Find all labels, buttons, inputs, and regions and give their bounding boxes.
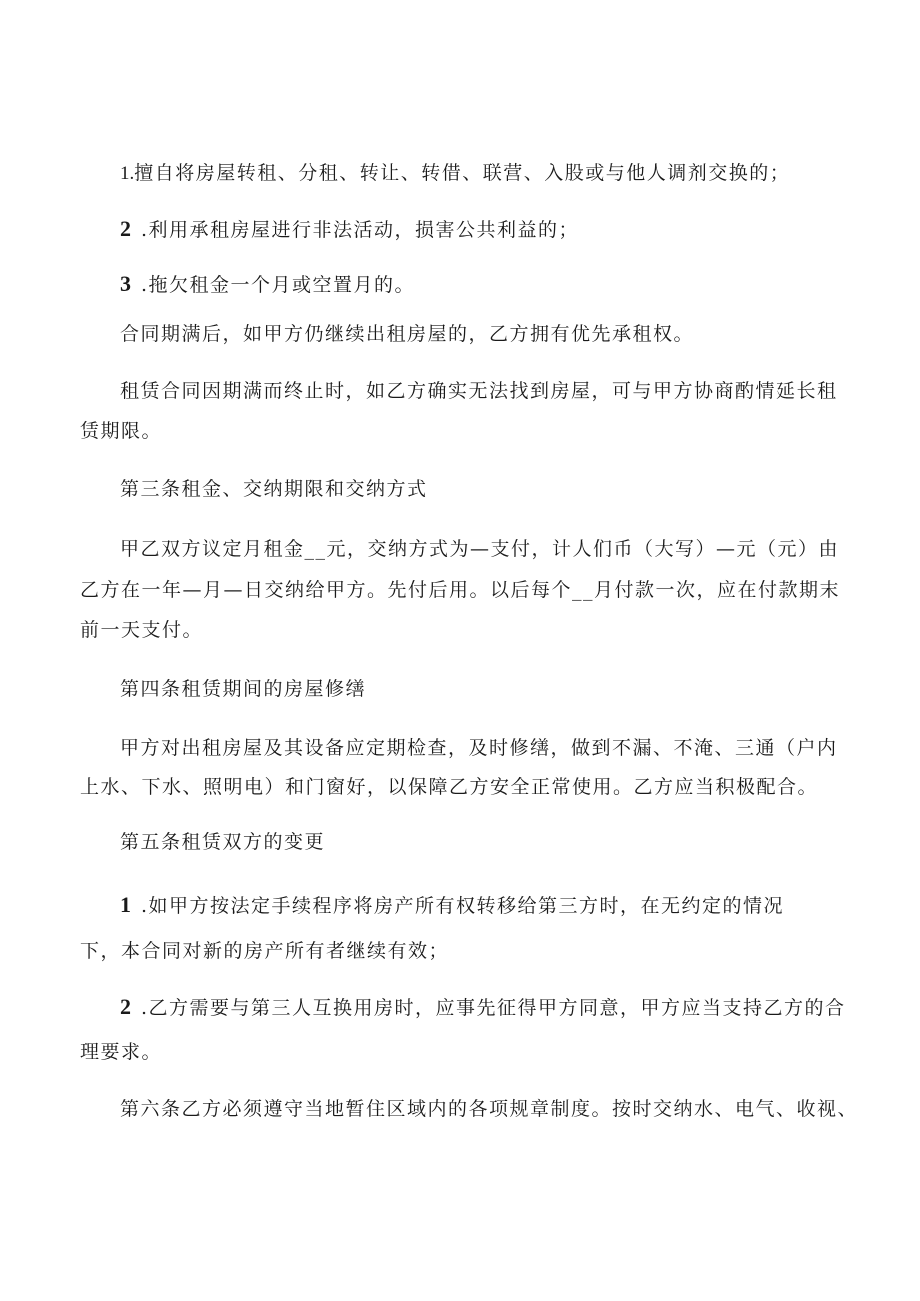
article-5-item-2-line-1 bbox=[120, 995, 846, 1020]
article-4-line-2: 上水、下水、照明电）和门窗好，以保障乙方安全正常使用。乙方应当积极配合。 bbox=[80, 776, 819, 798]
list-item-illegal-use bbox=[120, 217, 579, 242]
paragraph-priority-lease: 合同期满后，如甲方仍继续出租房屋的，乙方拥有优先承租权。 bbox=[120, 323, 695, 345]
article-5-item-1-line-1 bbox=[120, 893, 784, 918]
list-number: 2 bbox=[120, 994, 131, 1019]
list-item-sublet bbox=[120, 161, 790, 186]
article-4-line-1: 甲方对出租房屋及其设备应定期检查，及时修缮，做到不漏、不淹、三通（户内 bbox=[120, 737, 838, 759]
paragraph-extend-line-2: 赁期限。 bbox=[80, 420, 163, 442]
list-number: 2 bbox=[120, 216, 131, 241]
paragraph-extend-line-1: 租赁合同因期满而终止时，如乙方确实无法找到房屋，可与甲方协商酌情延长租 bbox=[120, 380, 838, 402]
list-text: .如甲方按法定手续程序将房产所有权转移给第三方时，在无约定的情况 bbox=[141, 895, 785, 917]
article-3-line-1: 甲乙双方议定月租金__元，交纳方式为—支付，计人们币（大写）—元（元）由 bbox=[120, 538, 840, 560]
list-number: 3 bbox=[120, 271, 131, 296]
article-4-heading: 第四条租赁期间的房屋修缮 bbox=[120, 678, 367, 700]
list-number: 1 bbox=[120, 892, 131, 917]
article-3-heading: 第三条租金、交纳期限和交纳方式 bbox=[120, 478, 428, 500]
article-3-line-2: 乙方在一年—月—日交纳给甲方。先付后用。以后每个__月付款一次，应在付款期末 bbox=[80, 579, 841, 601]
list-number: 1. bbox=[120, 163, 135, 184]
article-3-line-3: 前一天支付。 bbox=[80, 619, 204, 641]
article-5-heading: 第五条租赁双方的变更 bbox=[120, 831, 326, 853]
article-5-item-1-line-2: 下，本合同对新的房产所有者继续有效； bbox=[80, 940, 450, 962]
list-item-arrears bbox=[120, 272, 415, 297]
list-text: 擅自将房屋转租、分租、转让、转借、联营、入股或与他人调剂交换的； bbox=[134, 162, 791, 184]
article-5-item-2-line-2: 理要求。 bbox=[80, 1041, 163, 1063]
list-text: .利用承租房屋进行非法活动，损害公共利益的； bbox=[141, 219, 580, 241]
article-6-line-1: 第六条乙方必须遵守当地暂住区域内的各项规章制度。按时交纳水、电气、收视、 bbox=[120, 1098, 859, 1120]
list-text: .乙方需要与第三人互换用房时，应事先征得甲方同意，甲方应当支持乙方的合 bbox=[141, 997, 846, 1019]
list-text: .拖欠租金一个月或空置月的。 bbox=[141, 274, 416, 296]
